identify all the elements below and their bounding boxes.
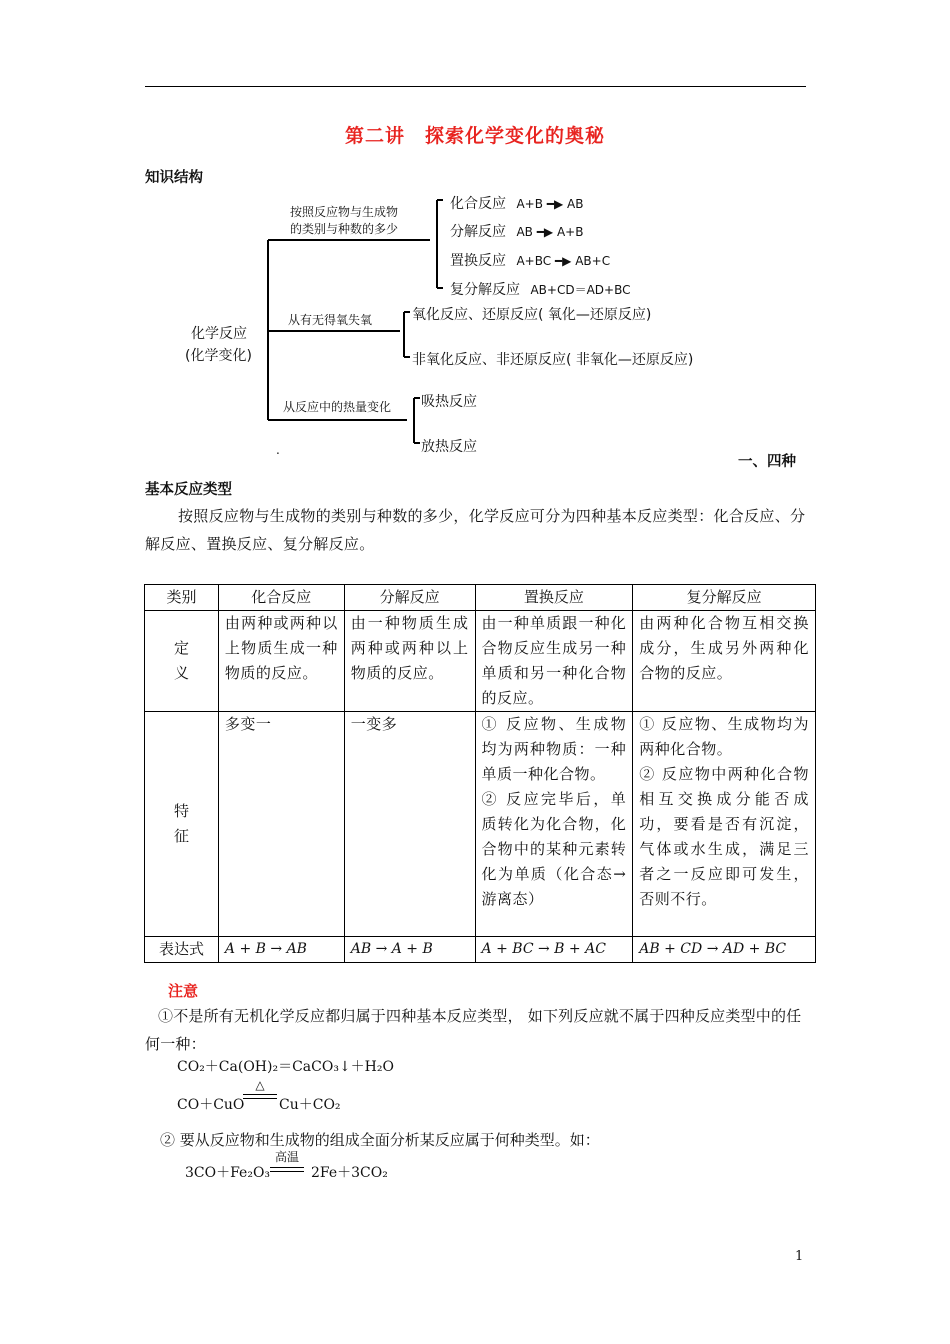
table-row-expression [145, 937, 816, 963]
table-header: 复分解反应 [633, 585, 816, 611]
equation-3-rhs: 2Fe＋3CO₂ [311, 1165, 388, 1181]
b2-item-redox: 氧化反应、还原反应( 氧化—还原反应) [412, 307, 652, 323]
table-cell: 由一种物质生成两种或两种以上物质的反应。 [344, 611, 475, 712]
table-cell: 由一种单质跟一种化合物反应生成另一种单质和另一种化合物的反应。 [475, 611, 633, 712]
intro-paragraph: 按照反应物与生成物的类别与种数的多少，化学反应可分为四种基本反应类型：化合反应、分解反应、置换反应、复分解反应。 [145, 507, 806, 553]
table-row-definition [145, 611, 816, 712]
table-cell: ① 反应物、生成物均为两种化合物。 ② 反应物中两种化合物相互交换成分能否成功，要看是否有沉淀，气体或水生成，满足三者之一反应即可发生，否则不行。 [633, 712, 816, 937]
row-label: 表达式 [145, 937, 219, 963]
expression-cell: A + B → AB [218, 937, 344, 963]
row-label: 特征 [145, 712, 219, 937]
table-cell: 由两种化合物互相交换成分，生成另外两种化合物的反应。 [633, 611, 816, 712]
b1-item-name: 分解反应 [450, 224, 506, 240]
expression-cell: A + BC → B + AC [475, 937, 633, 963]
b1-item-formula: AB+CD＝AD+BC [530, 283, 631, 297]
section-heading-part1: 一、四种 [738, 454, 796, 470]
table-cell: 一变多 [344, 712, 475, 937]
equation-3-condition: 高温 [270, 1150, 304, 1172]
b3-item-exothermic: 放热反应 [421, 439, 477, 455]
note-1: ①不是所有无机化学反应都归属于四种基本反应类型， 如下列反应就不属于四种反应类型中的任何一种： [145, 1007, 802, 1053]
b1-item-double-decomposition [450, 279, 630, 299]
root-label-line2: (化学变化) [185, 348, 252, 364]
equation-3-lhs: 3CO＋Fe₂O₃ [185, 1165, 271, 1181]
table-header: 类别 [145, 585, 219, 611]
root-label-line1: 化学反应 [191, 326, 247, 342]
reaction-types-table [144, 584, 816, 963]
b1-item-decomposition [450, 221, 583, 241]
equation-2-condition: △ [243, 1078, 277, 1099]
section-heading-part2: 基本反应类型 [145, 482, 232, 498]
equation-1: CO₂＋Ca(OH)₂＝CaCO₃↓＋H₂O [177, 1059, 394, 1075]
b1-item-combination [450, 193, 583, 213]
expression-cell: AB + CD → AD + BC [633, 937, 816, 963]
b3-item-endothermic: 吸热反应 [421, 394, 477, 410]
b1-item-formula: A+B ━▶ AB [516, 197, 584, 211]
structure-heading: 知识结构 [145, 170, 203, 186]
b1-item-displacement [450, 250, 610, 270]
note-2: ② 要从反应物和生成物的组成全面分析某反应属于何种类型。如： [160, 1131, 600, 1149]
table-cell: 由两种或两种以上物质生成一种物质的反应。 [218, 611, 344, 712]
table-header: 化合反应 [218, 585, 344, 611]
equation-2-rhs: Cu＋CO₂ [279, 1097, 341, 1113]
row-label: 定义 [145, 611, 219, 712]
branch3-label: 从反应中的热量变化 [283, 400, 392, 414]
b1-item-name: 复分解反应 [450, 282, 520, 298]
b1-item-formula: AB ━▶ A+B [516, 225, 584, 239]
b1-item-formula: A+BC ━▶ AB+C [516, 254, 611, 268]
b1-item-name: 化合反应 [450, 196, 506, 212]
b2-item-non-redox: 非氧化反应、非还原反应( 非氧化—还原反应) [412, 352, 694, 368]
table-cell: 多变一 [218, 712, 344, 937]
table-header: 置换反应 [475, 585, 633, 611]
page-title: 第二讲 探索化学变化的奥秘 [344, 125, 605, 147]
table-header: 分解反应 [344, 585, 475, 611]
branch1-label-line1: 按照反应物与生成物 [290, 205, 399, 219]
notes-heading: 注意 [168, 982, 199, 1000]
stray-dot: . [276, 443, 280, 457]
branch2-label: 从有无得氧失氧 [288, 313, 373, 327]
table-cell: ① 反应物、生成物均为两种物质：一种单质一种化合物。 ② 反应完毕后，单质转化为化合物，化合物中的某种元素转化为单质（化合态→游离态） [475, 712, 633, 937]
table-row-feature [145, 712, 816, 937]
equation-2-lhs: CO＋CuO [177, 1097, 245, 1113]
table-header-row [145, 585, 816, 611]
branch1-label-line2: 的类别与种数的多少 [290, 222, 399, 236]
expression-cell: AB → A + B [344, 937, 475, 963]
page-number: 1 [795, 1249, 804, 1264]
b1-item-name: 置换反应 [450, 253, 506, 269]
